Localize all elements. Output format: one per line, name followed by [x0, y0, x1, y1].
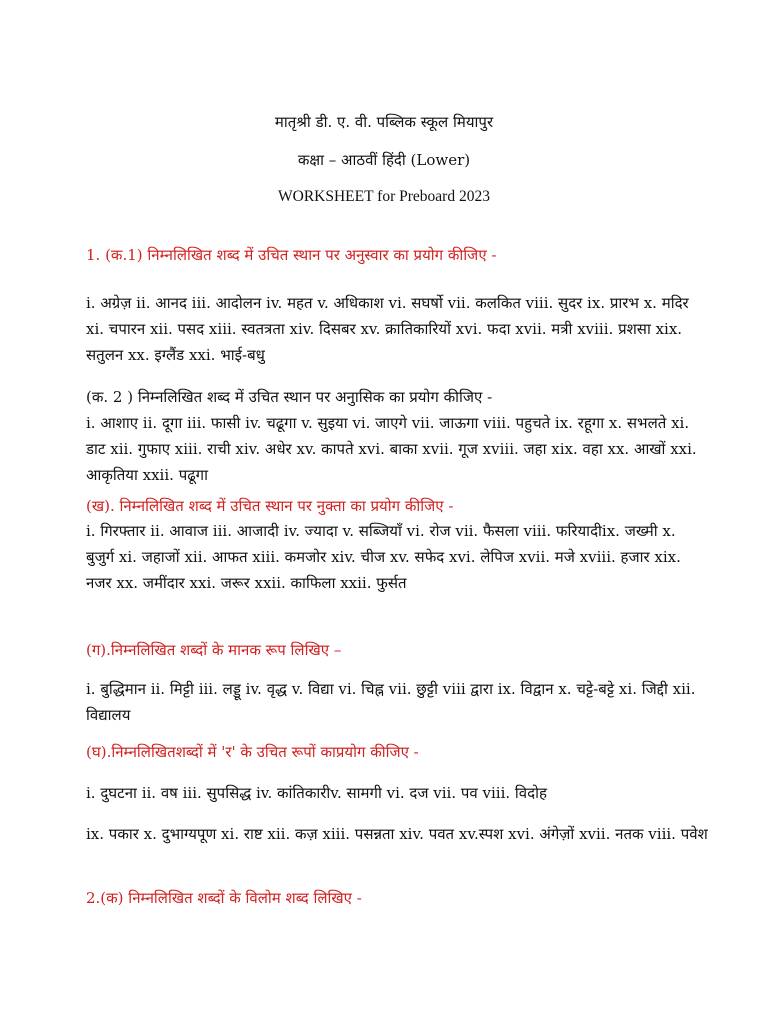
- question-1-k2-words: i. आशाए ii. दूगा iii. फासी iv. चढूगा v. सुइया vi. जाएगे vii. जाऊगा viii. पहुचते ix. रहूगा x. सभलते xi. डाट xii. गुफाए xiii. राची xiv. अधेर xv. कापते xvi. बाका xvii. गूज xviii. जहा xix. वहा xx. आखों xxi. आकृतिया xxii. पढूगा: [86, 414, 697, 484]
- school-name: मातृश्री डी. ए. वी. पब्लिक स्कूल मियापुर: [274, 113, 494, 131]
- class-line: कक्षा – आठवीं हिंदी (Lower): [297, 151, 471, 169]
- question-2-k-title: 2.(क) निम्नलिखित शब्दों के विलोम शब्द लिखिए -: [86, 889, 362, 907]
- question-gha-words-line2: ix. पकार x. दुभाग्यपूण xi. राष्ट xii. कज़ xiii. पसन्नता xiv. पवत xv.स्पश xvi. अंगेज़ों xvii. नतक viii. पवेश: [86, 825, 708, 843]
- worksheet-title: WORKSHEET for Preboard 2023: [278, 188, 490, 205]
- question-ga-words: i. बुद्धिमान ii. मिट्टी iii. लड्डू iv. वृद्ध v. विद्या vi. चिह्न vii. छुट्टी viii द्वारा ix. विद्वान x. चट्टे-बट्टे xi. जिद्दी xii. विद्यालय: [86, 680, 696, 724]
- question-1-k1-words: i. अग्रेज़ ii. आनद iii. आदोलन iv. महत v. अधिकाश vi. सघर्षो vii. कलकित viii. सुदर ix. प्रारभ x. मदिर xi. चपारन xii. पसद xiii. स्वतत्रता xiv. दिसबर xv. क्रातिकारियों xvi. फदा xvii. मत्री xviii. प्रशसा xix. सतुलन xx. इग्लैंड xxi. भाई-बधु: [86, 294, 689, 364]
- question-kha-words: i. गिरफ्तार ii. आवाज iii. आजादी iv. ज्यादा v. सब्जियाँ vi. रोज vii. फैसला viii. फरियादीix. जख्मी x. बुजुर्ग xi. जहाजों xii. आफत xiii. कमजोर xiv. चीज xv. सफेद xvi. लेपिज xvii. मजे xviii. हजार xix. नजर xx. जमींदार xxi. जरूर xxii. काफिला xxii. फुर्सत: [86, 522, 681, 592]
- question-gha-title: (घ).निम्नलिखितशब्दों में 'र' के उचित रूपों काप्रयोग कीजिए -: [86, 743, 419, 761]
- question-gha-words-line1: i. दुघटना ii. वष iii. सुपसिद्ध iv. कांतिकारीv. सामगी vi. दज vii. पव viii. विदोह: [86, 784, 547, 802]
- question-ga-title: (ग).निम्नलिखित शब्दों के मानक रूप लिखिए –: [86, 641, 342, 659]
- question-1-k2-title: (क. 2 ) निम्नलिखित शब्द में उचित स्थान पर अनुासिक का प्रयोग कीजिए -: [86, 388, 493, 406]
- question-1-k1-title: 1. (क.1) निम्नलिखित शब्द में उचित स्थान पर अनुस्वार का प्रयोग कीजिए -: [86, 246, 497, 264]
- question-kha-title: (ख). निम्नलिखित शब्द में उचित स्थान पर नुक्ता का प्रयोग कीजिए -: [86, 497, 454, 515]
